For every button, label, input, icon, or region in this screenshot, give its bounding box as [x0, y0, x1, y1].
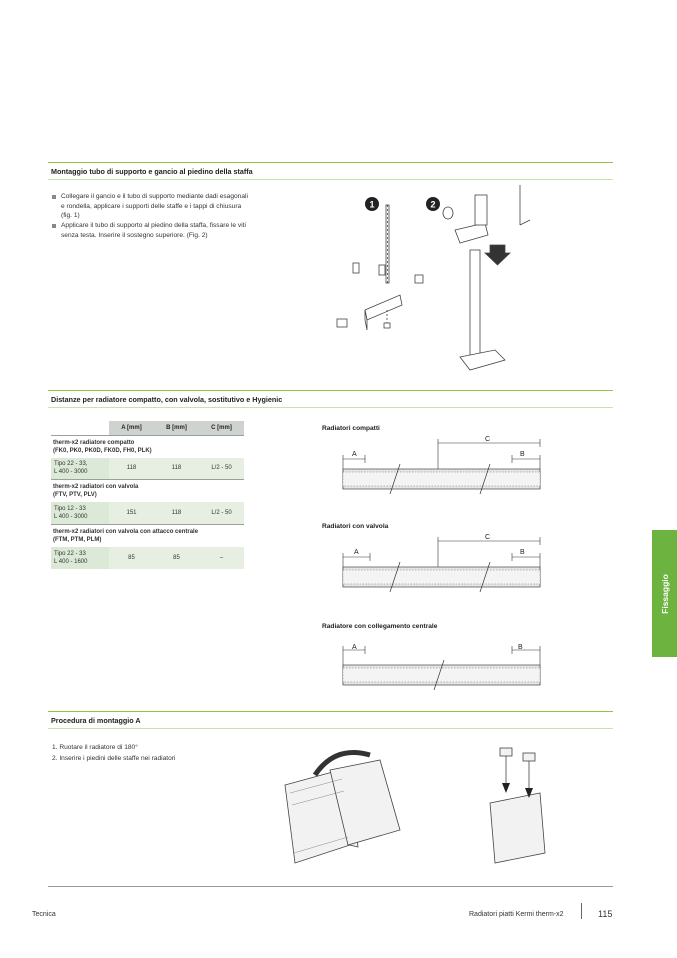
dim-b-label: B	[520, 451, 525, 458]
a-value: 151	[109, 502, 154, 524]
group-title: therm-x2 radiatori con valvola con attacco centrale	[53, 528, 199, 535]
type-cell: Tipo 12 - 33	[54, 505, 86, 512]
c-value: L/2 - 50	[199, 458, 244, 480]
page-number: 115	[598, 909, 613, 919]
table-row	[51, 458, 244, 480]
table-group-row	[51, 480, 244, 503]
instruction-item: Applicare il tubo di supporto al piedino della staffa, fissare le viti senza testa. Inserire il sostegno superiore. (Fig. 2)	[52, 221, 252, 240]
table-row	[51, 547, 244, 569]
group-title: therm-x2 radiatori con valvola	[53, 484, 139, 490]
instruction-list	[52, 192, 252, 241]
section-title-procedure: Procedura di montaggio A	[48, 711, 613, 729]
side-tab-label: Fissaggio	[659, 573, 670, 614]
table-header-cell	[51, 421, 109, 435]
radiator-rotation-illustration	[280, 745, 420, 875]
type-cell: Tipo 22 - 33,	[54, 461, 88, 468]
length-cell: L 400 - 3000	[54, 469, 88, 476]
compact-radiator-diagram	[340, 434, 555, 499]
group-models: (FTV, PTV, PLV)	[53, 492, 97, 498]
table-header-cell: B [mm]	[154, 421, 199, 435]
c-value: L/2 - 50	[199, 502, 244, 524]
group-title: therm-x2 radiatore compatto	[53, 439, 135, 446]
table-header-cell: A [mm]	[109, 421, 154, 435]
dim-c-label: C	[485, 436, 491, 443]
c-value: –	[199, 547, 244, 569]
figure-1-label: 1	[369, 199, 375, 210]
table-group-row	[51, 435, 244, 458]
section-title-distances: Distanze per radiatore compatto, con valvola, sostitutivo e Hygienic	[48, 390, 613, 408]
distance-table	[51, 421, 244, 569]
figure-2-label: 2	[430, 199, 436, 210]
type-cell: Tipo 22 - 33	[54, 550, 86, 557]
bracket-insertion-illustration	[485, 743, 555, 868]
diagram-title: Radiatori con valvola	[322, 523, 389, 530]
valve-radiator-diagram	[340, 532, 555, 597]
table-header-row	[51, 421, 244, 435]
diagram-title: Radiatore con collegamento centrale	[322, 623, 438, 630]
bracket-assembly-illustration	[320, 185, 540, 385]
central-connection-radiator-diagram	[340, 640, 555, 695]
group-models: (FK0, PK0, PK0D, FK0D, FH0, PLK)	[53, 447, 152, 454]
step-item: 2. Inserire i piedini delle staffe nei radiatori	[52, 755, 176, 762]
b-value: 118	[154, 502, 199, 524]
a-value: 118	[109, 458, 154, 480]
length-cell: L 400 - 1600	[54, 558, 88, 565]
dim-a-label: A	[352, 451, 357, 458]
table-row	[51, 502, 244, 524]
table-header-cell: C [mm]	[199, 421, 244, 435]
step-item: 1. Ruotare il radiatore di 180°	[52, 744, 138, 751]
dim-a-label: A	[352, 644, 357, 651]
length-cell: L 400 - 3000	[54, 513, 88, 520]
instruction-item: Collegare il gancio e il tubo di supporto mediante dadi esagonali e rondella, applicare i supporti delle staffe e i tappi di chiusura (fig. 1)	[52, 192, 252, 221]
step-list	[52, 742, 175, 764]
table-group-row	[51, 524, 244, 547]
b-value: 118	[154, 458, 199, 480]
group-models: (FTM, PTM, PLM)	[53, 536, 102, 543]
b-value: 85	[154, 547, 199, 569]
footer-divider	[48, 886, 613, 887]
diagram-title: Radiatori compatti	[322, 425, 380, 432]
footer-section: Tecnica	[32, 911, 56, 918]
dim-a-label: A	[354, 549, 359, 556]
a-value: 85	[109, 547, 154, 569]
section-side-tab	[652, 530, 677, 657]
footer-title: Radiatori piatti Kermi therm-x2	[469, 911, 564, 918]
dim-b-label: B	[520, 549, 525, 556]
footer-separator	[581, 903, 582, 919]
dim-c-label: C	[485, 534, 491, 541]
dim-b-label: B	[518, 644, 523, 651]
section-title-mounting: Montaggio tubo di supporto e gancio al piedino della staffa	[48, 162, 613, 180]
